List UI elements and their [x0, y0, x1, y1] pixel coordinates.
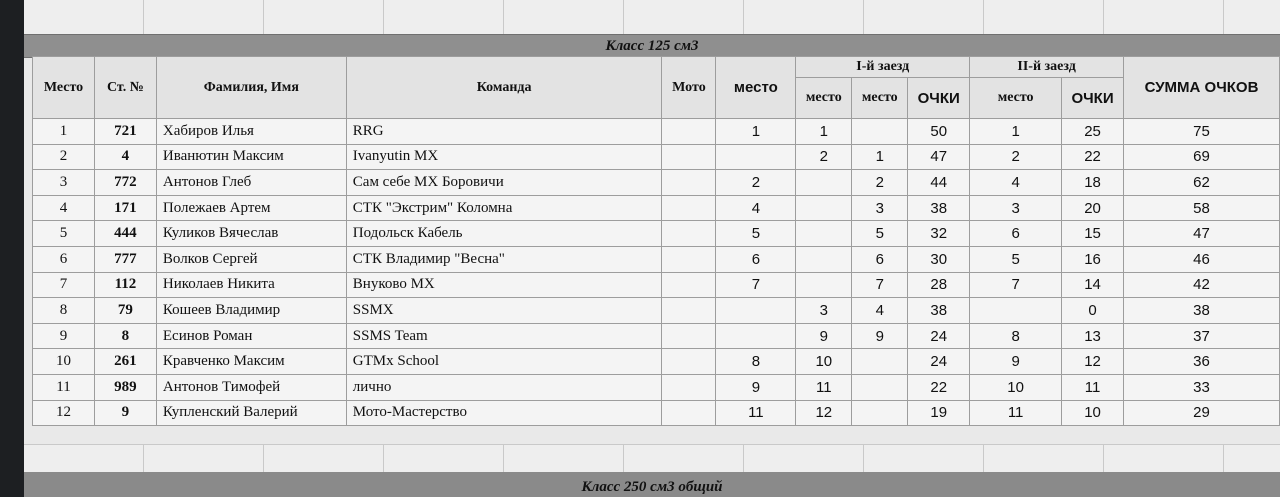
cell-race2-points[interactable]: 11 [1062, 374, 1124, 400]
cell-team[interactable]: SSMS Team [346, 323, 662, 349]
cell-place[interactable]: 1 [33, 119, 95, 145]
cell-moto[interactable] [662, 170, 716, 196]
cell-total[interactable]: 29 [1124, 400, 1280, 426]
cell-moto[interactable] [662, 221, 716, 247]
cell-total[interactable]: 42 [1124, 272, 1280, 298]
cell-team[interactable]: Мото-Мастерство [346, 400, 662, 426]
cell-total[interactable]: 37 [1124, 323, 1280, 349]
cell-race2-place[interactable]: 3 [970, 195, 1062, 221]
cell-race2-place[interactable] [970, 298, 1062, 324]
cell-race2-points[interactable]: 0 [1062, 298, 1124, 324]
cell-race1-place-b[interactable]: 1 [852, 144, 908, 170]
cell-race1-place[interactable]: 2 [716, 170, 796, 196]
cell-total[interactable]: 58 [1124, 195, 1280, 221]
cell-team[interactable]: Внуково MX [346, 272, 662, 298]
cell-race1-points[interactable]: 44 [908, 170, 970, 196]
cell-moto[interactable] [662, 272, 716, 298]
cell-place[interactable]: 2 [33, 144, 95, 170]
cell-race1-place-b[interactable]: 7 [852, 272, 908, 298]
spreadsheet-screen [24, 0, 1280, 497]
cell-moto[interactable] [662, 144, 716, 170]
cell-race1-points[interactable]: 24 [908, 349, 970, 375]
table-row [33, 272, 1280, 298]
cell-total[interactable]: 62 [1124, 170, 1280, 196]
cell-race1-place[interactable]: 9 [716, 374, 796, 400]
cell-name[interactable]: Иванютин Максим [156, 144, 346, 170]
cell-start-no[interactable]: 772 [94, 170, 156, 196]
cell-place[interactable]: 3 [33, 170, 95, 196]
cell-name[interactable]: Куликов Вячеслав [156, 221, 346, 247]
cell-race2-place[interactable]: 7 [970, 272, 1062, 298]
cell-race1-place[interactable] [716, 298, 796, 324]
header-race1-points[interactable]: ОЧКИ [908, 78, 970, 119]
cell-moto[interactable] [662, 298, 716, 324]
cell-race1-place[interactable]: 8 [716, 349, 796, 375]
cell-total[interactable]: 75 [1124, 119, 1280, 145]
cell-team[interactable]: СТК Владимир "Весна" [346, 246, 662, 272]
next-class-title: Класс 250 см3 общий [24, 472, 1280, 497]
cell-start-no[interactable]: 777 [94, 246, 156, 272]
cell-start-no[interactable]: 112 [94, 272, 156, 298]
cell-race1-place-b[interactable] [852, 349, 908, 375]
spreadsheet-empty-rows-bottom [24, 444, 1280, 473]
cell-race1-points[interactable]: 32 [908, 221, 970, 247]
cell-race1-place[interactable] [716, 144, 796, 170]
cell-team[interactable]: Подольск Кабель [346, 221, 662, 247]
table-row [33, 144, 1280, 170]
cell-race2-place[interactable]: 2 [970, 144, 1062, 170]
cell-start-no[interactable]: 261 [94, 349, 156, 375]
cell-race1-place-a[interactable]: 3 [796, 298, 852, 324]
cell-name[interactable]: Полежаев Артем [156, 195, 346, 221]
header-race1[interactable]: I-й заезд [796, 57, 970, 78]
table-row [33, 298, 1280, 324]
cell-start-no[interactable]: 9 [94, 400, 156, 426]
cell-race1-points[interactable]: 30 [908, 246, 970, 272]
results-body [33, 119, 1280, 426]
cell-race2-place[interactable]: 11 [970, 400, 1062, 426]
cell-start-no[interactable]: 989 [94, 374, 156, 400]
cell-race1-place-a[interactable]: 10 [796, 349, 852, 375]
cell-race1-place[interactable]: 11 [716, 400, 796, 426]
cell-total[interactable]: 36 [1124, 349, 1280, 375]
cell-race1-place-b[interactable]: 9 [852, 323, 908, 349]
cell-race1-place-a[interactable] [796, 195, 852, 221]
cell-race2-points[interactable]: 18 [1062, 170, 1124, 196]
cell-race1-points[interactable]: 38 [908, 195, 970, 221]
cell-place[interactable]: 8 [33, 298, 95, 324]
header-race1-place-a[interactable]: место [796, 78, 852, 119]
table-row [33, 323, 1280, 349]
cell-race2-points[interactable]: 16 [1062, 246, 1124, 272]
cell-moto[interactable] [662, 246, 716, 272]
cell-race1-place-a[interactable]: 11 [796, 374, 852, 400]
header-race2-place[interactable]: место [970, 78, 1062, 119]
cell-total[interactable]: 69 [1124, 144, 1280, 170]
table-row [33, 221, 1280, 247]
cell-race1-points[interactable]: 38 [908, 298, 970, 324]
cell-start-no[interactable]: 4 [94, 144, 156, 170]
cell-place[interactable]: 7 [33, 272, 95, 298]
cell-start-no[interactable]: 79 [94, 298, 156, 324]
cell-race1-place-a[interactable] [796, 272, 852, 298]
header-moto[interactable]: Мото [662, 57, 716, 119]
cell-place[interactable]: 12 [33, 400, 95, 426]
cell-race2-points[interactable]: 10 [1062, 400, 1124, 426]
spreadsheet-empty-rows-top [24, 0, 1280, 37]
cell-moto[interactable] [662, 349, 716, 375]
cell-team[interactable]: СТК "Экстрим" Коломна [346, 195, 662, 221]
cell-name[interactable]: Антонов Глеб [156, 170, 346, 196]
cell-race1-points[interactable]: 50 [908, 119, 970, 145]
table-row [33, 374, 1280, 400]
cell-place[interactable]: 4 [33, 195, 95, 221]
cell-moto[interactable] [662, 119, 716, 145]
cell-start-no[interactable]: 721 [94, 119, 156, 145]
cell-race1-points[interactable]: 22 [908, 374, 970, 400]
cell-race1-place-a[interactable]: 12 [796, 400, 852, 426]
class-title: Класс 125 см3 [24, 34, 1280, 58]
cell-race1-place-a[interactable]: 9 [796, 323, 852, 349]
cell-name[interactable]: Купленский Валерий [156, 400, 346, 426]
cell-moto[interactable] [662, 195, 716, 221]
cell-total[interactable]: 47 [1124, 221, 1280, 247]
cell-race1-place[interactable]: 4 [716, 195, 796, 221]
cell-race1-place[interactable]: 7 [716, 272, 796, 298]
cell-race1-place-b[interactable]: 4 [852, 298, 908, 324]
cell-start-no[interactable]: 8 [94, 323, 156, 349]
table-row [33, 170, 1280, 196]
cell-race2-place[interactable]: 5 [970, 246, 1062, 272]
cell-team[interactable]: Сам себе MX Боровичи [346, 170, 662, 196]
cell-race1-place[interactable] [716, 323, 796, 349]
cell-race1-place-b[interactable]: 3 [852, 195, 908, 221]
cell-place[interactable]: 5 [33, 221, 95, 247]
cell-total[interactable]: 33 [1124, 374, 1280, 400]
cell-moto[interactable] [662, 323, 716, 349]
cell-total[interactable]: 46 [1124, 246, 1280, 272]
cell-moto[interactable] [662, 374, 716, 400]
cell-race1-place[interactable]: 1 [716, 119, 796, 145]
cell-race1-points[interactable]: 19 [908, 400, 970, 426]
header-start-no[interactable]: Ст. № [94, 57, 156, 119]
cell-race2-place[interactable]: 8 [970, 323, 1062, 349]
cell-race2-points[interactable]: 25 [1062, 119, 1124, 145]
cell-race1-place-a[interactable] [796, 246, 852, 272]
cell-race1-place[interactable]: 6 [716, 246, 796, 272]
cell-race1-place[interactable]: 5 [716, 221, 796, 247]
cell-race2-place[interactable]: 6 [970, 221, 1062, 247]
cell-team[interactable]: лично [346, 374, 662, 400]
cell-name[interactable]: Есинов Роман [156, 323, 346, 349]
header-race1-place-b[interactable]: место [852, 78, 908, 119]
cell-race1-place-a[interactable]: 2 [796, 144, 852, 170]
table-row [33, 246, 1280, 272]
cell-start-no[interactable]: 171 [94, 195, 156, 221]
cell-total[interactable]: 38 [1124, 298, 1280, 324]
cell-place[interactable]: 6 [33, 246, 95, 272]
cell-race1-place-b[interactable] [852, 374, 908, 400]
header-name[interactable]: Фамилия, Имя [156, 57, 346, 119]
cell-name[interactable]: Николаев Никита [156, 272, 346, 298]
cell-place[interactable]: 10 [33, 349, 95, 375]
cell-race1-points[interactable]: 47 [908, 144, 970, 170]
cell-race2-points[interactable]: 20 [1062, 195, 1124, 221]
header-place[interactable]: Место [33, 57, 95, 119]
cell-race1-place-a[interactable] [796, 170, 852, 196]
header-team[interactable]: Команда [346, 57, 662, 119]
cell-race2-place[interactable]: 9 [970, 349, 1062, 375]
cell-race1-place-b[interactable] [852, 119, 908, 145]
cell-place[interactable]: 11 [33, 374, 95, 400]
cell-race1-points[interactable]: 24 [908, 323, 970, 349]
table-row [33, 400, 1280, 426]
results-table [32, 56, 1280, 426]
cell-race1-place-b[interactable] [852, 400, 908, 426]
table-row [33, 195, 1280, 221]
cell-race1-place-a[interactable]: 1 [796, 119, 852, 145]
cell-race2-place[interactable]: 1 [970, 119, 1062, 145]
cell-team[interactable]: GTMx School [346, 349, 662, 375]
cell-race1-place-b[interactable]: 5 [852, 221, 908, 247]
cell-race2-place[interactable]: 4 [970, 170, 1062, 196]
cell-race1-place-a[interactable] [796, 221, 852, 247]
cell-name[interactable]: Кравченко Максим [156, 349, 346, 375]
cell-team[interactable]: SSMX [346, 298, 662, 324]
cell-race2-points[interactable]: 15 [1062, 221, 1124, 247]
cell-team[interactable]: RRG [346, 119, 662, 145]
cell-team[interactable]: Ivanyutin MX [346, 144, 662, 170]
table-row [33, 349, 1280, 375]
cell-race2-points[interactable]: 13 [1062, 323, 1124, 349]
header-race2[interactable]: II-й заезд [970, 57, 1124, 78]
cell-start-no[interactable]: 444 [94, 221, 156, 247]
cell-race2-place[interactable]: 10 [970, 374, 1062, 400]
cell-name[interactable]: Хабиров Илья [156, 119, 346, 145]
cell-race1-points[interactable]: 28 [908, 272, 970, 298]
cell-race2-points[interactable]: 14 [1062, 272, 1124, 298]
header-blank-place[interactable]: место [716, 57, 796, 119]
header-total[interactable]: СУММА ОЧКОВ [1124, 57, 1280, 119]
cell-place[interactable]: 9 [33, 323, 95, 349]
cell-moto[interactable] [662, 400, 716, 426]
cell-name[interactable]: Антонов Тимофей [156, 374, 346, 400]
cell-race2-points[interactable]: 22 [1062, 144, 1124, 170]
cell-race1-place-b[interactable]: 2 [852, 170, 908, 196]
cell-name[interactable]: Кошеев Владимир [156, 298, 346, 324]
header-race2-points[interactable]: ОЧКИ [1062, 78, 1124, 119]
cell-race1-place-b[interactable]: 6 [852, 246, 908, 272]
table-row [33, 119, 1280, 145]
cell-race2-points[interactable]: 12 [1062, 349, 1124, 375]
cell-name[interactable]: Волков Сергей [156, 246, 346, 272]
